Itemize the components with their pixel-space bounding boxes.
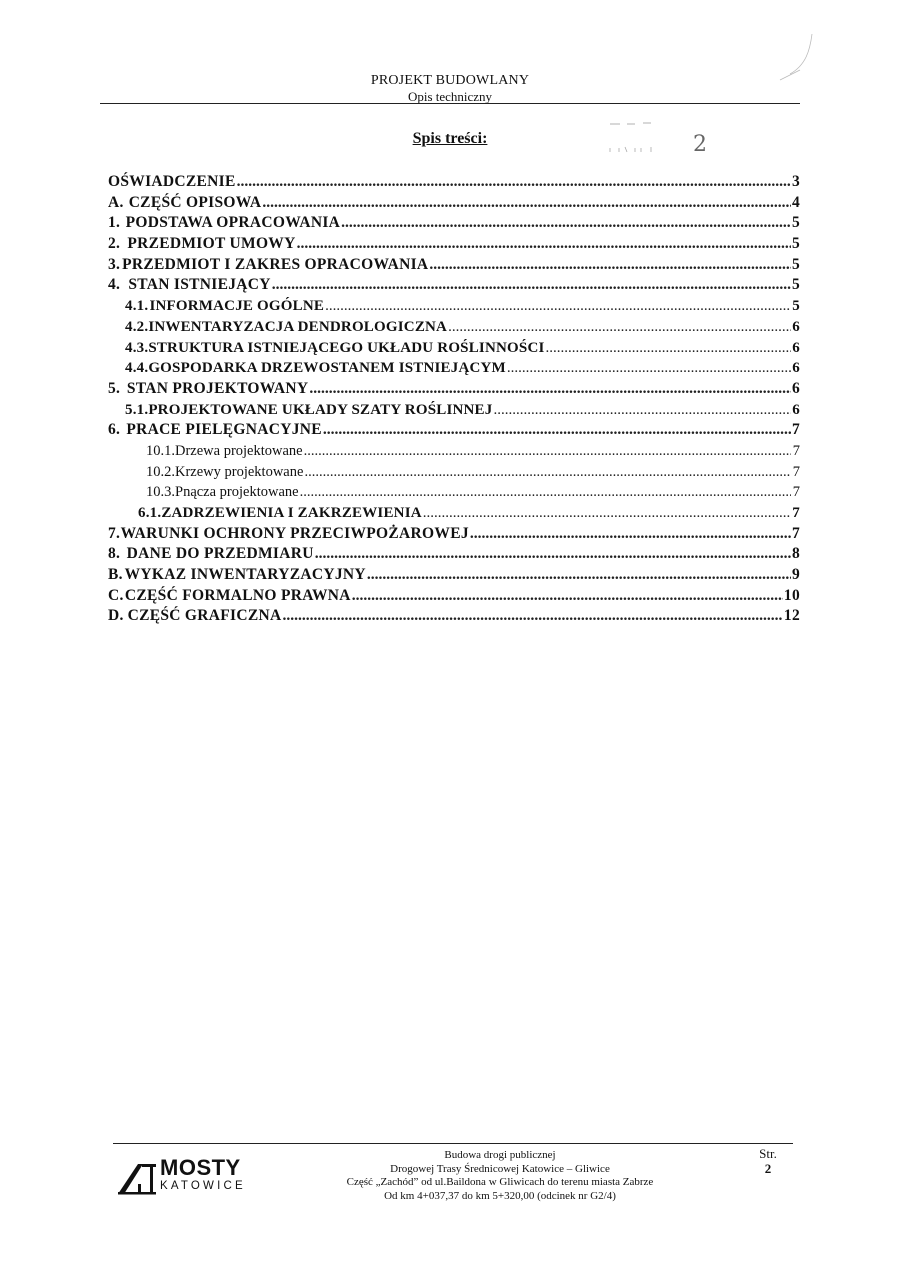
- toc-entry: [108, 234, 800, 255]
- toc-entry-page: 7: [792, 463, 800, 480]
- footer-line-4: Od km 4+037,37 do km 5+320,00 (odcinek nr G2/4): [384, 1189, 616, 1202]
- footer-line-3: Część „Zachód” od ul.Baildona w Gliwicach do terenu miasta Zabrze: [346, 1176, 654, 1188]
- footer-page-indicator: [748, 1146, 788, 1176]
- toc-entry: [108, 255, 800, 276]
- toc-entry-page: 5: [791, 276, 800, 294]
- toc-entry-page: 8: [791, 545, 800, 563]
- toc-entry-label: STAN ISTNIEJĄCY: [128, 276, 271, 294]
- toc-entry-page: 6: [792, 360, 800, 377]
- toc-entry-label: PRZEDMIOT UMOWY: [127, 235, 296, 253]
- toc-entry: [108, 482, 800, 503]
- toc-entry-page: 6: [792, 339, 800, 356]
- toc-entry-label: Drzewa projektowane: [175, 442, 303, 459]
- toc-entry-number: 2.: [108, 235, 121, 253]
- toc-entry-number: 8.: [108, 545, 121, 563]
- toc-entry-label: Krzewy projektowane: [175, 463, 304, 480]
- toc-entry: [108, 441, 800, 462]
- toc-entry: [108, 317, 800, 338]
- toc-entry-number: 5.: [108, 379, 121, 397]
- toc-dot-leader: [283, 606, 783, 627]
- toc-entry-label: PODSTAWA OPRACOWANIA: [125, 214, 341, 232]
- toc-entry: [108, 275, 800, 296]
- toc-dot-leader: [304, 441, 791, 462]
- toc-entry-page: 7: [791, 421, 800, 439]
- toc-dot-leader: [507, 358, 791, 379]
- toc-entry-number: D.: [108, 607, 124, 625]
- toc-entry-number: 4.4.: [125, 360, 149, 377]
- toc-dot-leader: [304, 462, 791, 483]
- toc-dot-leader: [367, 565, 791, 586]
- toc-dot-leader: [272, 275, 791, 296]
- toc-entry: [108, 524, 800, 545]
- toc-entry-number: 4.1.: [125, 298, 149, 315]
- toc-entry-number: A.: [108, 193, 124, 211]
- page-header: [100, 72, 800, 105]
- toc-entry-label: INWENTARYZACJA DENDROLOGICZNA: [148, 318, 448, 335]
- page-label: Str.: [759, 1146, 777, 1161]
- toc-dot-leader: [429, 255, 791, 276]
- toc-entry-label: GOSPODARKA DRZEWOSTANEM ISTNIEJĄCYM: [148, 360, 506, 377]
- toc-entry: [108, 358, 800, 379]
- toc-entry-label: DANE DO PRZEDMIARU: [126, 545, 314, 563]
- toc-entry: [108, 586, 800, 607]
- toc-dot-leader: [470, 524, 791, 545]
- toc-entry: [108, 338, 800, 359]
- toc-entry-page: 5: [791, 235, 800, 253]
- toc-entry: [108, 296, 800, 317]
- toc-entry-number: 5.1.: [125, 401, 149, 418]
- toc-entry-label: PROJEKTOWANE UKŁADY SZATY ROŚLINNEJ: [148, 401, 493, 418]
- toc-entry-label: PRACE PIELĘGNACYJNE: [126, 421, 322, 439]
- toc-entry-page: 5: [792, 298, 800, 315]
- toc-entry-page: 5: [791, 214, 800, 232]
- toc-entry-label: STAN PROJEKTOWANY: [126, 379, 309, 397]
- toc-dot-leader: [300, 482, 791, 503]
- toc-entry-label: ZADRZEWIENIA I ZAKRZEWIENIA: [161, 505, 422, 521]
- toc-entry-page: 5: [791, 255, 800, 273]
- toc-entry-page: 7: [792, 484, 800, 501]
- toc-entry-number: 6.: [108, 421, 121, 439]
- toc-entry-page: 4: [791, 193, 800, 211]
- toc-entry-number: 3.: [108, 255, 121, 273]
- toc-entry-page: 6: [792, 318, 800, 335]
- toc-dot-leader: [237, 172, 791, 193]
- toc-entry: [108, 400, 800, 421]
- toc-entry-label: WYKAZ INWENTARYZACYJNY: [124, 566, 366, 584]
- faint-stamp-marks: [605, 118, 675, 158]
- toc-dot-leader: [352, 586, 783, 607]
- footer-project-info: [320, 1149, 680, 1203]
- page-number: 2: [764, 1161, 772, 1176]
- toc-entry: [108, 193, 800, 214]
- logo-name: MOSTY: [160, 1155, 241, 1180]
- toc-entry-label: STRUKTURA ISTNIEJĄCEGO UKŁADU ROŚLINNOŚCI: [148, 339, 545, 356]
- toc-entry-label: WARUNKI OCHRONY PRZECIWPOŻAROWEJ: [120, 524, 469, 542]
- toc-dot-leader: [546, 338, 791, 359]
- toc-entry: [108, 213, 800, 234]
- toc-entry-label: CZĘŚĆ OPISOWA: [128, 193, 262, 211]
- toc-entry-number: C.: [108, 586, 124, 604]
- toc-entry: [108, 420, 800, 441]
- toc-entry: [108, 462, 800, 483]
- toc-entry: [108, 503, 800, 524]
- toc-entry-label: CZĘŚĆ GRAFICZNA: [127, 607, 282, 625]
- toc-entry-page: 7: [791, 524, 800, 542]
- toc-entry-label: PRZEDMIOT I ZAKRES OPRACOWANIA: [122, 255, 429, 273]
- toc-entry: [108, 544, 800, 565]
- table-of-contents: [108, 172, 800, 627]
- toc-entry-page: 6: [792, 401, 800, 418]
- toc-dot-leader: [262, 193, 791, 214]
- footer-line-2: Drogowej Trasy Średnicowej Katowice – Gliwice: [390, 1162, 610, 1175]
- toc-entry-number: B.: [108, 566, 123, 584]
- toc-entry: [108, 172, 800, 193]
- toc-entry-page: 9: [791, 566, 800, 584]
- toc-entry-number: 7.: [108, 524, 121, 542]
- toc-dot-leader: [341, 213, 791, 234]
- header-subtitle: Opis techniczny: [407, 89, 493, 104]
- toc-entry-page: 6: [791, 379, 800, 397]
- toc-dot-leader: [297, 234, 791, 255]
- toc-entry: [108, 379, 800, 400]
- toc-entry-label: OŚWIADCZENIE: [108, 173, 236, 190]
- toc-dot-leader: [325, 296, 791, 317]
- toc-dot-leader: [493, 400, 791, 421]
- toc-entry-label: INFORMACJE OGÓLNE: [149, 298, 325, 315]
- toc-entry: [108, 606, 800, 627]
- toc-entry-number: 6.1.: [138, 505, 162, 521]
- toc-entry-label: Pnącza projektowane: [175, 484, 299, 501]
- toc-entry-label: CZĘŚĆ FORMALNO PRAWNA: [124, 586, 351, 604]
- stamp-page-number: 2: [693, 132, 707, 157]
- toc-entry-number: 10.3.: [146, 484, 175, 501]
- footer-line-1: Budowa drogi publicznej: [444, 1149, 556, 1161]
- toc-entry-number: 10.1.: [146, 442, 175, 459]
- footer-divider: [113, 1143, 793, 1144]
- toc-entry-page: 10: [783, 586, 800, 604]
- toc-entry: [108, 565, 800, 586]
- toc-entry-number: 10.2.: [146, 463, 175, 480]
- toc-title: Spis treści:: [412, 130, 488, 147]
- toc-entry-page: 7: [792, 442, 800, 459]
- toc-entry-number: 1.: [108, 214, 121, 232]
- toc-entry-number: 4.2.: [125, 318, 149, 335]
- toc-dot-leader: [448, 317, 791, 338]
- toc-entry-page: 3: [791, 173, 800, 190]
- toc-dot-leader: [323, 420, 791, 441]
- toc-entry-page: 12: [783, 607, 800, 625]
- toc-entry-page: 7: [792, 505, 800, 521]
- company-logo-text: [160, 1156, 246, 1193]
- toc-entry-number: 4.3.: [125, 339, 149, 356]
- logo-city: KATOWICE: [160, 1180, 246, 1192]
- header-divider: [100, 103, 800, 104]
- header-title: PROJEKT BUDOWLANY: [370, 73, 530, 88]
- toc-dot-leader: [315, 544, 791, 565]
- toc-dot-leader: [309, 379, 791, 400]
- toc-entry-number: 4.: [108, 276, 121, 294]
- toc-dot-leader: [423, 503, 791, 524]
